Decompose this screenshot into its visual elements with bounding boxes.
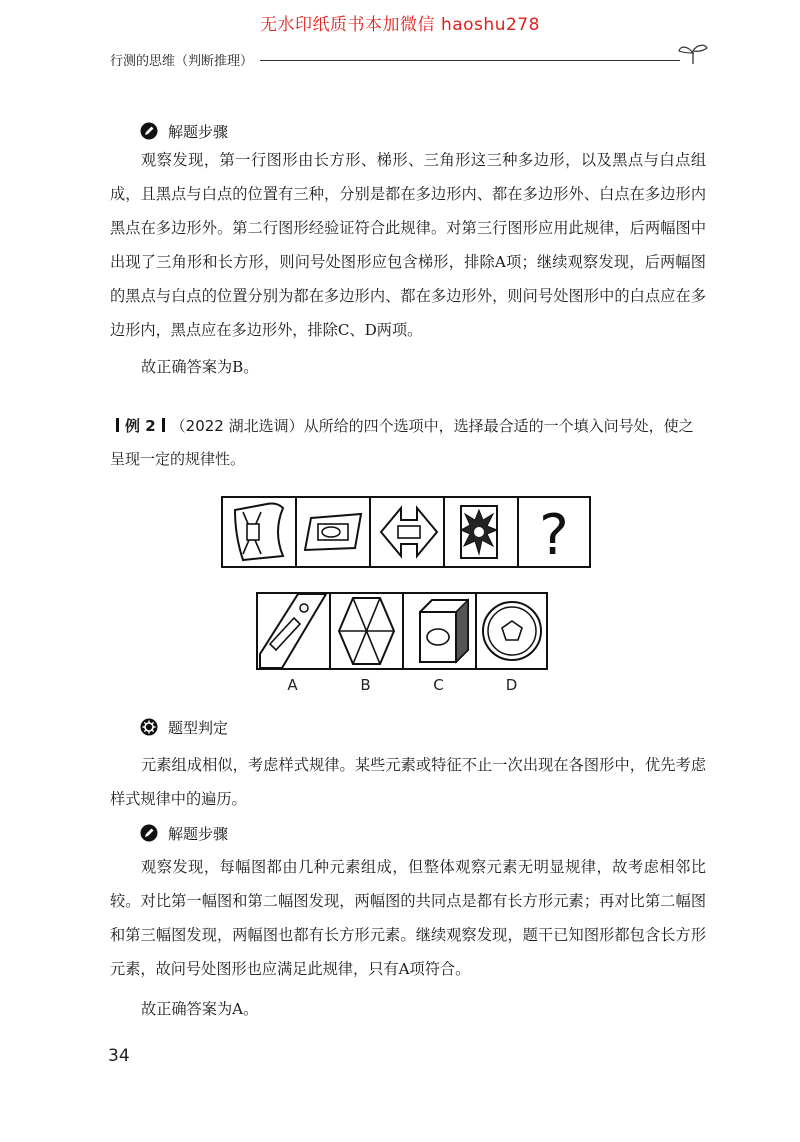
puzzle-figure-2 — [305, 514, 361, 550]
steps-1-paragraph: 观察发现，第一行图形由长方形、梯形、三角形这三种多边形，以及黑点与白点组成，且黑点与白点的位置有三种，分别是都在多边形内、都在多边形外、白点在多边形内黑点在多边形外。第二行图形经验证符合此规律。对第三行图形应用此规律，后两幅图中出现了三角形和长方形，则问号处图形应包含梯形，排除A项；继续观察发现，后两幅图的黑点与白点的位置分别为都在多边形内、都在多边形外，则问号处图形中的白点应在多边形内，黑点应在多边形外，排除C、D两项。 — [110, 151, 706, 339]
puzzle-figure-1 — [235, 504, 283, 561]
type-paragraph: 元素组成相似，考虑样式规律。某些元素或特征不止一次出现在各图形中，优先考虑样式规律中的遍历。 — [110, 756, 706, 808]
option-label-d[interactable]: D — [505, 676, 518, 694]
gear-badge-icon — [140, 718, 158, 736]
label-bar-left — [116, 418, 119, 432]
section-heading-text: 解题步骤 — [168, 122, 229, 141]
book-title: 行测的思维（判断推理） — [110, 50, 259, 69]
option-label-b[interactable]: B — [360, 676, 371, 694]
question-mark: ? — [539, 503, 569, 568]
header-rule — [260, 60, 680, 61]
option-label-a[interactable]: A — [287, 676, 298, 694]
option-labels — [256, 676, 548, 696]
puzzle-figure-row — [221, 496, 591, 568]
sprout-icon — [676, 42, 710, 66]
answer-options-row — [256, 592, 548, 670]
label-bar-right — [162, 418, 165, 432]
steps-2-paragraph: 观察发现，每幅图都由几种元素组成，但整体观察元素无明显规律，故考虑相邻比较。对比第一幅图和第二幅图发现，两幅图的共同点是都有长方形元素；再对比第二幅图和第三幅图发现，两幅图也都有长方形元素。继续观察发现，题干已知图形都包含长方形元素，故问号处图形也应满足此规律，只有A项符合。 — [110, 858, 706, 978]
example-question: （2022 湖北选调）从所给的四个选项中，选择最合适的一个填入问号处，使之呈现一定的规律性。 — [110, 417, 694, 468]
pencil-badge-icon — [140, 824, 158, 842]
page-number: 34 — [108, 1046, 130, 1066]
pencil-badge-icon — [140, 122, 158, 140]
example-2 — [110, 410, 708, 476]
option-label-c[interactable]: C — [433, 676, 444, 694]
section-heading-type — [140, 716, 228, 738]
section-heading-text: 题型判定 — [168, 718, 229, 737]
example-label: 例 2 — [125, 417, 156, 435]
answer-1: 故正确答案为B。 — [141, 358, 259, 376]
running-header — [110, 48, 710, 70]
section-heading-steps-2 — [140, 822, 228, 844]
option-c-figure[interactable] — [420, 600, 468, 662]
option-d-figure[interactable] — [483, 602, 541, 660]
puzzle-figure-4 — [461, 506, 497, 558]
section-heading-steps-1 — [140, 120, 228, 142]
section-heading-text: 解题步骤 — [168, 824, 229, 843]
answer-2: 故正确答案为A。 — [141, 1000, 259, 1018]
watermark-text: 无水印纸质书本加微信 haoshu278 — [260, 15, 540, 35]
